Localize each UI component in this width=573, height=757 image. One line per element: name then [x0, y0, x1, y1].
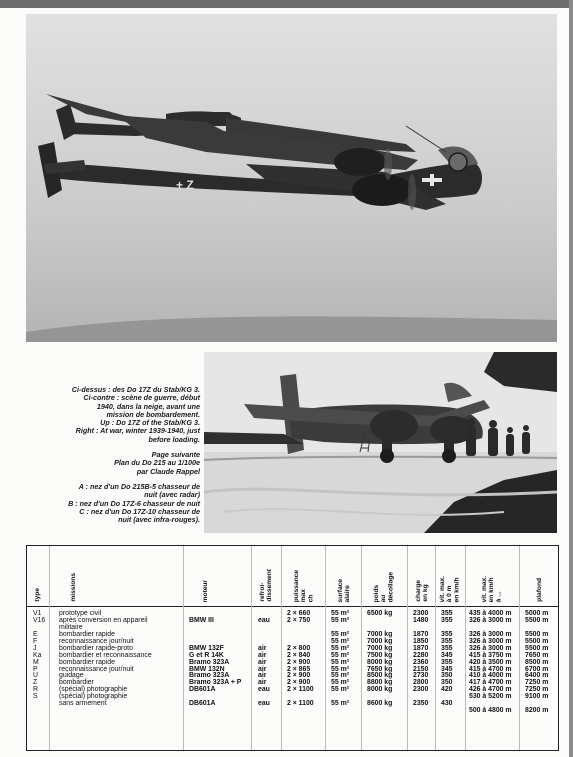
table-cell-missions: (spécial) photographie [59, 686, 128, 694]
table-cell-poids: 7000 kg [367, 637, 393, 645]
table-cell-plafond: 6700 m [525, 665, 549, 673]
header-divider [27, 606, 558, 607]
table-cell-refroidissement: air [258, 644, 267, 652]
caption-line: B : nez d'un Do 17Z-6 chasseur de nuit [68, 498, 200, 508]
table-cell-charge: 2280 [413, 651, 429, 659]
table-cell-missions: guidage [59, 672, 84, 680]
table-cell-plafond: 6400 m [525, 672, 549, 680]
table-cell-puissance: 2 × 1100 [287, 700, 314, 708]
table-cell-type: V1 [33, 610, 42, 617]
column-divider [325, 546, 326, 750]
table-cell-refroidissement: eau [258, 686, 270, 694]
table-cell-surface: 55 m² [331, 630, 350, 638]
table-cell-refroidissement: air [258, 651, 267, 659]
table-cell-missions: reconnaissance jour/nuit [59, 665, 134, 673]
table-cell-type: P [33, 665, 38, 673]
caption-line: nuit (avec radar) [144, 490, 200, 500]
table-cell-vitmax: 435 à 4000 m [469, 610, 512, 617]
table-cell-surface: 55 m² [331, 658, 350, 666]
table-cell-vitmax: 410 à 4000 m [469, 672, 512, 680]
column-vit0 [441, 611, 453, 715]
table-cell-moteur [189, 625, 241, 632]
header-type: type [34, 588, 42, 602]
photo-captions [24, 386, 200, 531]
table-cell-charge: 1480 [413, 616, 429, 624]
column-divider [519, 546, 520, 750]
table-cell-charge: 2800 [413, 679, 429, 687]
table-cell-poids: 8800 kg [367, 679, 393, 687]
column-plafond [525, 611, 548, 715]
column-divider [361, 546, 362, 750]
table-cell-vit0 [441, 708, 453, 715]
table-cell-missions: sans armement [59, 700, 107, 708]
table-cell-refroidissement: air [258, 679, 267, 687]
table-cell-charge: 2150 [413, 665, 429, 673]
table-cell-poids: 8600 kg [367, 700, 393, 708]
table-cell-vitmax: 326 à 3000 m [469, 637, 512, 645]
caption-line: 1940, dans la neige, avant une [96, 401, 200, 411]
table-cell-puissance [287, 708, 314, 715]
table-cell-vitmax: 417 à 4700 m [469, 679, 512, 687]
table-cell-surface: 55 m² [331, 651, 350, 659]
photo-do17z-formation [26, 14, 557, 342]
table-cell-missions: bombardier [59, 679, 94, 687]
column-missions [59, 611, 152, 715]
caption-line: par Claude Rappel [136, 466, 200, 476]
column-charge [413, 611, 428, 715]
table-cell-poids: 7650 kg [367, 665, 393, 673]
table-cell-puissance: 2 × 900 [287, 672, 311, 680]
table-cell-vit0: 345 [441, 651, 453, 659]
caption-line: nuit (avec infra-rouges). [118, 515, 200, 525]
table-cell-refroidissement: air [258, 665, 267, 673]
table-cell-plafond: 5500 m [525, 644, 549, 652]
table-cell-vit0: 350 [441, 672, 453, 680]
column-divider [465, 546, 466, 750]
table-cell-type: Ka [33, 651, 42, 659]
table-cell-refroidissement [258, 708, 270, 715]
header-puissance: puissance max ch [293, 569, 315, 602]
table-cell-surface: 55 m² [331, 679, 350, 687]
table-cell-charge: 2300 [413, 686, 429, 694]
table-cell-type: E [33, 630, 38, 638]
table-cell-poids: 7500 kg [367, 651, 393, 659]
table-cell-type: Z [33, 679, 38, 687]
table-cell-surface: 55 m² [331, 644, 350, 652]
table-cell-moteur: DB601A [189, 700, 216, 708]
table-cell-surface: 55 m² [331, 610, 350, 617]
caption-line: Ci-contre : scène de guerre, début [83, 393, 200, 403]
table-cell-plafond: 5500 m [525, 616, 549, 624]
table-cell-surface: 55 m² [331, 700, 350, 708]
column-type [33, 611, 45, 715]
table-cell-surface: 55 m² [331, 637, 350, 645]
table-cell-puissance: 2 × 660 [287, 610, 311, 617]
caption-photos [24, 386, 200, 444]
table-cell-refroidissement: eau [258, 616, 270, 624]
table-cell-vitmax: 426 à 4700 m [469, 686, 512, 694]
table-cell-missions [59, 708, 152, 715]
table-cell-charge: 2350 [413, 700, 429, 708]
table-cell-poids: 8000 kg [367, 658, 393, 666]
table-cell-surface: 55 m² [331, 686, 350, 694]
table-cell-charge [413, 708, 428, 715]
table-cell-moteur: BMW III [189, 616, 214, 624]
table-cell-vit0: 355 [441, 610, 453, 617]
table-cell-vit0: 355 [441, 644, 453, 652]
column-vitmax [469, 611, 512, 715]
table-cell-charge: 1850 [413, 637, 429, 645]
caption-line: Right : At war, winter 1939-1940, just [75, 426, 200, 436]
header-charge: charge en kg [414, 580, 429, 602]
table-cell-charge: 2300 [413, 610, 429, 617]
table-cell-plafond: 5500 m [525, 630, 549, 638]
header-vit0: vit. max. à 0 m en km/h [439, 575, 461, 602]
table-cell-vit0: 345 [441, 665, 453, 673]
caption-line: Ci-dessus : des Do 17Z du Stab/KG 3. [71, 385, 200, 394]
table-cell-refroidissement: air [258, 672, 267, 680]
table-cell-puissance [287, 625, 314, 632]
table-cell-type: F [33, 637, 38, 645]
table-cell-missions: bombardier et reconnaissance [59, 651, 152, 659]
table-cell-moteur: BMW 132F [189, 644, 224, 652]
table-cell-plafond: 8500 m [525, 658, 549, 666]
table-cell-poids: 8000 kg [367, 686, 393, 694]
table-cell-plafond: 7650 m [525, 651, 549, 659]
table-cell-puissance: 2 × 750 [287, 616, 311, 624]
table-cell-type: R [33, 686, 38, 694]
table-cell-vit0: 430 [441, 700, 453, 708]
table-cell-moteur [189, 708, 241, 715]
table-cell-poids [367, 708, 392, 715]
table-cell-puissance: 2 × 800 [287, 644, 311, 652]
table-cell-missions: (spécial) photographie [59, 693, 128, 701]
table-cell-moteur: BMW 132N [189, 665, 225, 673]
caption-line: A : nez d'un Do 215B-5 chasseur de [78, 481, 200, 491]
caption-line: Plan du Do 215 au 1/100e [114, 458, 200, 468]
table-cell-missions: reconnaissance jour/nuit [59, 637, 134, 645]
caption-next-page [24, 451, 200, 476]
table-cell-vit0: 355 [441, 637, 453, 645]
table-cell-vit0: 355 [441, 616, 453, 624]
table-cell-missions: bombardier rapide [59, 630, 115, 638]
header-surface: surface alaire [336, 578, 351, 602]
table-cell-vitmax: 500 à 4800 m [469, 707, 512, 715]
table-cell-refroidissement: eau [258, 700, 270, 708]
column-surface [331, 611, 349, 715]
table-cell-type: V16 [33, 616, 46, 624]
table-cell-moteur [189, 632, 241, 639]
table-cell-vit0: 350 [441, 679, 453, 687]
column-moteur [189, 611, 241, 715]
table-cell-moteur: DB601A [189, 686, 216, 694]
table-cell-vitmax: 420 à 3500 m [469, 658, 512, 666]
table-cell-type [33, 701, 45, 708]
caption-line: mission de bombardement. [106, 409, 200, 419]
caption-line: C : nez d'un Do 17Z-10 chasseur de [79, 506, 200, 516]
table-cell-moteur: Bramo 323A [189, 658, 230, 666]
svg-text:+ Z: + Z [176, 178, 194, 192]
table-cell-charge: 1870 [413, 644, 429, 652]
table-cell-type [33, 708, 45, 715]
table-cell-poids: 8500 kg [367, 672, 393, 680]
header-refroidissement: refroi- dissement [258, 569, 273, 602]
table-cell-plafond: 8200 m [525, 707, 549, 715]
table-cell-vitmax: 530 à 5200 m [469, 693, 512, 701]
caption-line: Page suivante [151, 450, 200, 460]
table-cell-plafond: 9100 m [525, 693, 549, 701]
table-cell-plafond: 5000 m [525, 610, 549, 617]
table-cell-moteur: Bramo 323A [189, 672, 230, 680]
specifications-table [26, 545, 559, 751]
table-cell-vitmax: 326 à 3000 m [469, 616, 512, 624]
header-plafond: plafond [536, 578, 544, 602]
table-cell-charge: 2360 [413, 658, 429, 666]
table-cell-missions: bombardier rapide [59, 658, 115, 666]
column-poids [367, 611, 392, 715]
table-cell-poids: 7000 kg [367, 644, 393, 652]
table-cell-missions: après conversion en appareil [59, 616, 148, 624]
table-cell-poids: 7000 kg [367, 630, 393, 638]
caption-line: Up : Do 17Z of the Stab/KG 3. [100, 418, 200, 428]
table-cell-vitmax: 415 à 4700 m [469, 665, 512, 673]
table-cell-missions: militaire [59, 623, 83, 631]
table-cell-type: S [33, 693, 38, 701]
column-divider [183, 546, 184, 750]
photo-do17z-winter [204, 352, 557, 533]
header-poids: poids au décollage [373, 571, 395, 602]
table-cell-vit0: 355 [441, 630, 453, 638]
table-cell-vit0: 420 [441, 686, 453, 694]
table-cell-refroidissement [258, 625, 270, 632]
column-refroidissement [258, 611, 270, 715]
header-moteur: moteur [202, 579, 210, 602]
table-cell-surface: 55 m² [331, 616, 350, 624]
table-cell-puissance: 2 × 865 [287, 665, 311, 673]
table-cell-refroidissement [258, 632, 270, 639]
table-cell-vitmax: 326 à 3000 m [469, 644, 512, 652]
table-cell-puissance: 2 × 900 [287, 679, 311, 687]
table-cell-surface: 55 m² [331, 665, 350, 673]
caption-line: before loading. [148, 434, 200, 444]
table-cell-missions: bombardier rapide-proto [59, 644, 133, 652]
table-cell-moteur: Bramo 323A + P [189, 679, 242, 687]
table-cell-type: M [33, 658, 39, 666]
column-puissance [287, 611, 314, 715]
table-cell-puissance [287, 632, 314, 639]
table-cell-surface [331, 708, 349, 715]
table-cell-moteur: G et R 14K [189, 651, 224, 659]
table-cell-poids [367, 618, 392, 625]
table-cell-plafond: 5500 m [525, 637, 549, 645]
table-cell-type: U [33, 672, 38, 680]
table-cell-charge: 2730 [413, 672, 429, 680]
table-cell-poids: 6500 kg [367, 610, 393, 617]
table-cell-puissance: 2 × 1100 [287, 686, 314, 694]
column-divider [281, 546, 282, 750]
table-cell-plafond: 7250 m [525, 679, 549, 687]
header-missions: missions [70, 573, 78, 602]
table-cell-surface: 55 m² [331, 672, 350, 680]
table-cell-vit0: 355 [441, 658, 453, 666]
caption-nose-variants [24, 483, 200, 524]
table-cell-refroidissement: air [258, 658, 267, 666]
page-right-border [569, 0, 573, 757]
page-top-border [0, 0, 573, 8]
table-cell-plafond: 7250 m [525, 686, 549, 694]
table-cell-puissance: 2 × 900 [287, 658, 311, 666]
table-cell-vitmax: 326 à 3000 m [469, 630, 512, 638]
header-vitmax: vit. max. en km/h à ... [481, 575, 503, 602]
table-cell-missions: prototype civil [59, 610, 102, 617]
table-cell-puissance: 2 × 840 [287, 651, 311, 659]
table-cell-type: J [33, 644, 37, 652]
table-cell-vitmax: 415 à 3750 m [469, 651, 512, 659]
table-cell-charge: 1870 [413, 630, 429, 638]
